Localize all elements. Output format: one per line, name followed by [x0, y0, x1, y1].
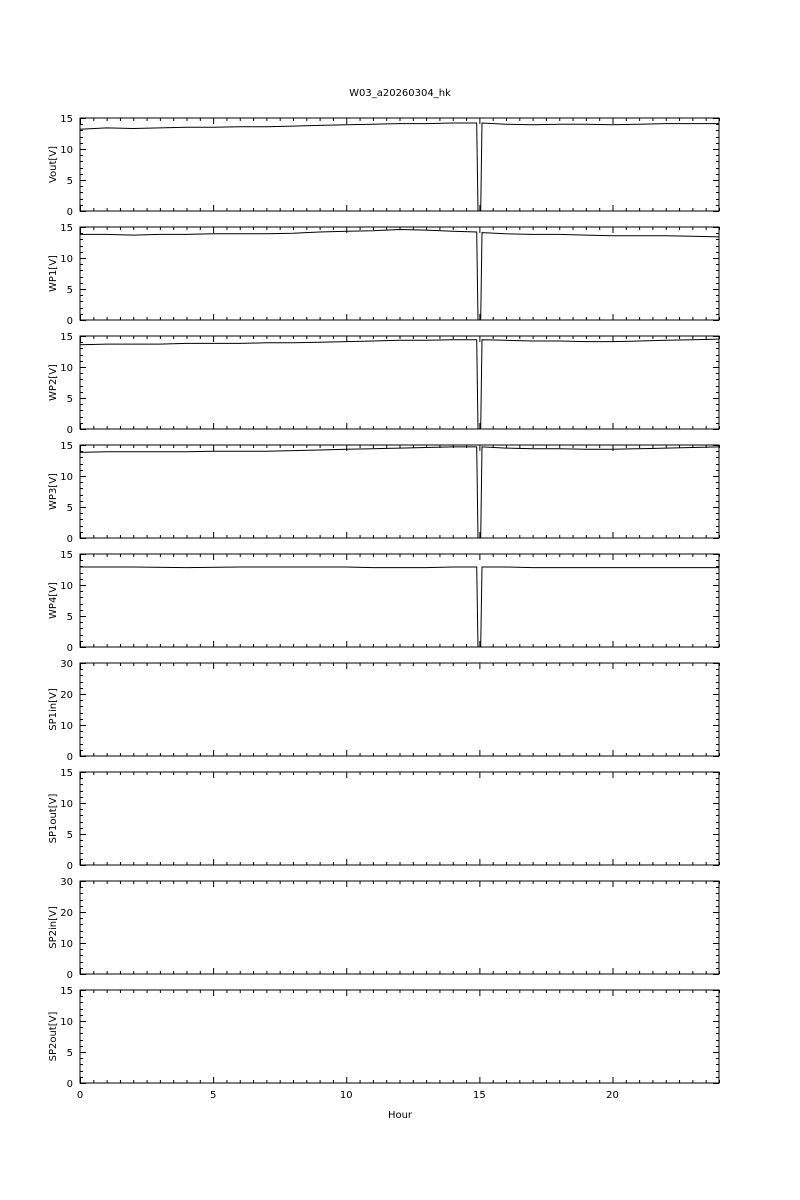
y-tick-label: 15	[60, 441, 73, 452]
y-tick-label: 10	[60, 472, 73, 483]
chart-title: W03_a20260304_hk	[349, 88, 451, 99]
panel-3	[48, 332, 720, 436]
y-axis-label: WP3[V]	[48, 473, 59, 510]
x-axis-label: Hour	[387, 1110, 413, 1121]
y-tick-label: 15	[60, 550, 73, 561]
y-axis-label: SP1out[V]	[48, 793, 59, 844]
y-tick-label: 15	[60, 332, 73, 343]
panel-8	[48, 877, 720, 981]
y-tick-label: 0	[66, 643, 73, 654]
y-tick-label: 5	[66, 394, 73, 405]
y-axis-label: SP2out[V]	[48, 1011, 59, 1062]
y-tick-label: 5	[66, 176, 73, 187]
plot-frame	[80, 445, 719, 538]
panel-7	[48, 768, 720, 872]
panel-1	[48, 114, 720, 218]
series-line-4-1	[80, 447, 719, 538]
x-tick-label: 0	[76, 1090, 84, 1101]
panel-2	[48, 223, 720, 327]
y-tick-label: 20	[60, 908, 73, 919]
y-tick-label: 10	[60, 581, 73, 592]
x-tick-label: 15	[473, 1090, 486, 1101]
series-line-1-1	[80, 123, 719, 211]
plot-frame	[80, 663, 719, 756]
y-tick-label: 0	[66, 534, 73, 545]
y-tick-label: 30	[60, 659, 73, 670]
y-axis-label: WP2[V]	[48, 364, 59, 401]
y-tick-label: 0	[66, 425, 73, 436]
plot-frame	[80, 227, 719, 320]
x-tick-label: 10	[339, 1090, 353, 1101]
y-axis-label: WP1[V]	[48, 255, 59, 292]
y-tick-label: 10	[60, 1017, 73, 1028]
y-tick-label: 15	[60, 114, 73, 125]
x-tick-label: 5	[209, 1090, 217, 1101]
plot-frame	[80, 990, 719, 1083]
y-tick-label: 0	[66, 1079, 73, 1090]
y-tick-label: 0	[66, 970, 73, 981]
y-tick-label: 30	[60, 877, 73, 888]
y-axis-label: Vout[V]	[48, 145, 59, 184]
y-tick-label: 15	[60, 223, 73, 234]
y-tick-label: 0	[66, 207, 73, 218]
plot-frame	[80, 881, 719, 974]
plot-frame	[80, 772, 719, 865]
y-tick-label: 0	[66, 752, 73, 763]
panel-5	[48, 550, 720, 654]
y-tick-label: 5	[66, 612, 73, 623]
y-tick-label: 0	[66, 861, 73, 872]
y-tick-label: 20	[60, 690, 73, 701]
y-tick-label: 10	[60, 799, 73, 810]
plot-frame	[80, 118, 719, 211]
y-tick-label: 5	[66, 1048, 73, 1059]
panel-6	[48, 659, 720, 763]
y-tick-label: 10	[60, 145, 73, 156]
y-axis-label: SP2in[V]	[48, 906, 59, 949]
series-line-2-1	[80, 230, 719, 321]
y-tick-label: 5	[66, 503, 73, 514]
panel-4	[48, 441, 720, 545]
plot-frame	[80, 336, 719, 429]
y-tick-label: 5	[66, 830, 73, 841]
y-tick-label: 10	[60, 721, 73, 732]
y-axis-label: WP4[V]	[48, 582, 59, 619]
x-tick-label: 20	[606, 1090, 619, 1101]
y-tick-label: 5	[66, 285, 73, 296]
y-tick-label: 15	[60, 986, 73, 997]
series-line-5-1	[80, 567, 719, 647]
series-line-3-1	[80, 339, 719, 429]
y-axis-label: SP1in[V]	[48, 688, 59, 731]
y-tick-label: 0	[66, 316, 73, 327]
y-tick-label: 15	[60, 768, 73, 779]
y-tick-label: 10	[60, 939, 73, 950]
panel-9	[48, 986, 720, 1101]
y-tick-label: 10	[60, 254, 73, 265]
panels-group	[48, 114, 720, 1101]
y-tick-label: 10	[60, 363, 73, 374]
